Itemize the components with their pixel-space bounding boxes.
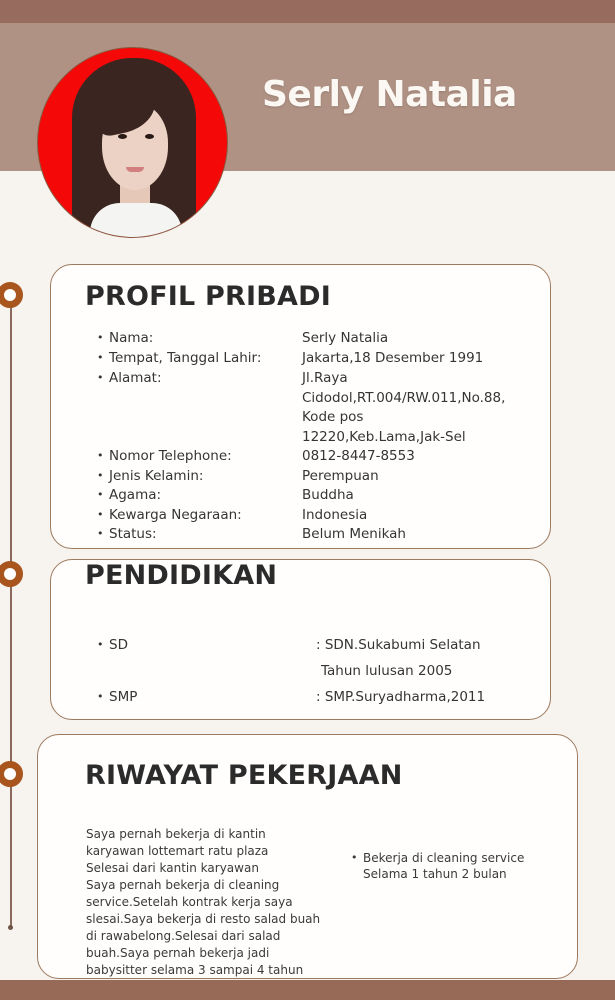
profil-value-alamat-3: Kode pos (302, 409, 364, 425)
profil-value-agama: Buddha (302, 487, 354, 503)
profil-label-nama: • Nama: (97, 328, 153, 348)
timeline-marker-icon (0, 561, 23, 587)
profil-value-nama: Serly Natalia (302, 330, 389, 346)
pekerjaan-line: Selesai dari kantin karyawan (86, 861, 259, 875)
profil-label-kewarganegaraan: • Kewarga Negaraan: (97, 505, 242, 525)
photo-eye-left (118, 134, 127, 139)
profil-label-telepon: • Nomor Telephone: (97, 446, 232, 466)
pendidikan-title: PENDIDIKAN (85, 560, 278, 591)
profil-value-status: Belum Menikah (302, 526, 406, 542)
pekerjaan-line: babysitter selama 3 sampai 4 tahun (86, 963, 304, 977)
profil-value-ttl: Jakarta,18 Desember 1991 (302, 350, 484, 366)
pekerjaan-title: RIWAYAT PEKERJAAN (85, 760, 403, 791)
timeline-marker-icon (0, 282, 23, 308)
profile-photo (37, 47, 228, 238)
pekerjaan-line: Saya pernah bekerja di cleaning (86, 878, 280, 892)
timeline-marker-icon (0, 761, 23, 787)
pekerjaan-line: service.Setelah kontrak kerja saya (86, 895, 293, 909)
photo-shirt (90, 203, 182, 238)
profil-label-agama: • Agama: (97, 485, 161, 505)
profil-value-alamat-2: Cidodol,RT.004/RW.011,No.88, (302, 390, 506, 406)
profil-value-kewarganegaraan: Indonesia (302, 507, 368, 523)
pekerjaan-bullet-line1: • Bekerja di cleaning service (351, 849, 524, 867)
pendidikan-value-sd: : SDN.Sukabumi Selatan (316, 637, 481, 653)
profil-value-kelamin: Perempuan (302, 468, 379, 484)
pekerjaan-line: slesai.Saya bekerja di resto salad buah (86, 912, 321, 926)
pekerjaan-line: di rawabelong.Selesai dari salad (86, 929, 281, 943)
profil-title: PROFIL PRIBADI (85, 281, 331, 312)
bottom-band (0, 980, 615, 1000)
name-title: Serly Natalia (262, 74, 517, 115)
pendidikan-label-sd: • SD (97, 635, 128, 655)
pendidikan-extra-sd: Tahun lulusan 2005 (321, 663, 453, 679)
profil-label-ttl: • Tempat, Tanggal Lahir: (97, 348, 261, 368)
pendidikan-label-smp: • SMP (97, 687, 137, 707)
photo-eye-right (145, 134, 154, 139)
profil-label-alamat: • Alamat: (97, 368, 162, 388)
profil-value-telepon: 0812-8447-8553 (302, 448, 415, 464)
pendidikan-value-smp: : SMP.Suryadharma,2011 (316, 689, 486, 705)
top-band (0, 0, 615, 23)
pekerjaan-line: buah.Saya pernah bekerja jadi (86, 946, 270, 960)
pekerjaan-line: karyawan lottemart ratu plaza (86, 844, 269, 858)
timeline-line (10, 296, 12, 928)
pekerjaan-bullet-line2: Selama 1 tahun 2 bulan (363, 867, 507, 881)
pekerjaan-line: Saya pernah bekerja di kantin (86, 827, 266, 841)
profil-label-status: • Status: (97, 524, 157, 544)
profil-value-alamat-4: 12220,Keb.Lama,Jak-Sel (302, 429, 466, 445)
profil-label-kelamin: • Jenis Kelamin: (97, 466, 203, 486)
profil-value-alamat-1: Jl.Raya (302, 370, 348, 386)
photo-mouth (126, 167, 144, 172)
pekerjaan-paragraph (86, 826, 320, 979)
timeline-end-dot-icon (8, 925, 13, 930)
